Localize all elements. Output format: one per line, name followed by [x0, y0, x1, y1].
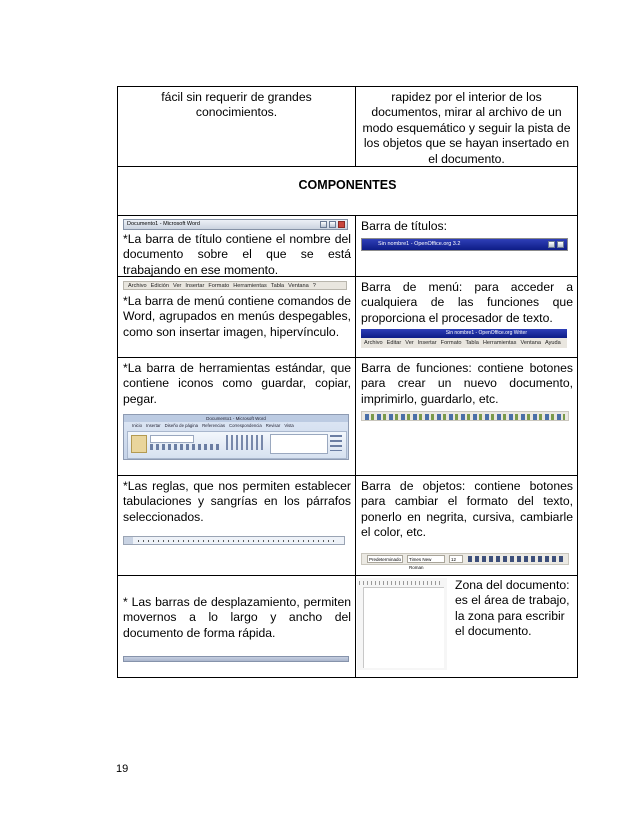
oo-menubar-image — [361, 338, 567, 348]
ribbon-tab: Revisar — [265, 423, 281, 428]
menu-item: Ver — [405, 340, 414, 346]
page-number: 19 — [116, 763, 129, 775]
menu-item: Formato — [440, 340, 462, 346]
ribbon-tab: Referencias — [202, 423, 225, 428]
cell-titlebar-label — [356, 216, 578, 277]
paste-icon — [131, 435, 147, 453]
ribbon-tabs — [124, 422, 348, 429]
menu-item: ? — [312, 283, 316, 289]
menu-item: Ver — [173, 283, 182, 289]
ruler-image — [123, 536, 345, 545]
ribbon-body — [127, 431, 347, 459]
word-menubar-image — [123, 281, 347, 290]
menu-item: Archivo — [364, 340, 383, 346]
word-ribbon-image — [123, 414, 349, 460]
document-area-text: Zona del documento: es el área de trabajo, la zona para escribir el documento. — [455, 578, 570, 639]
ribbon-title: Documento1 - Microsoft Word — [124, 415, 348, 422]
content-table — [117, 86, 578, 678]
top-right-text: rapidez por el interior de los documentos, mirar al archivo de un modo esquemático y seguir la pista de los objetos que se hayan insertado en el documento. — [362, 90, 571, 166]
menu-item: Herramientas — [482, 340, 517, 346]
format-buttons-icon — [150, 444, 220, 450]
cell-rulers-label — [356, 476, 578, 576]
section-title: COMPONENTES — [298, 178, 397, 192]
word-titlebar-title: Documento1 - Microsoft Word — [127, 221, 200, 227]
ribbon-tab: Correspondencia — [229, 423, 262, 428]
document-area-image — [357, 578, 447, 670]
menu-item: Tabla — [270, 283, 285, 289]
ribbon-tab: Inicio — [132, 423, 143, 428]
oo-functions-toolbar-image — [361, 411, 569, 421]
font-box-icon — [150, 435, 194, 443]
oo-objects-toolbar-image — [361, 553, 569, 570]
format-buttons-icon — [468, 556, 564, 562]
toolbar-desc-text: *La barra de herramientas estándar, que contiene iconos como guardar, copiar, pegar. — [123, 361, 351, 406]
titlebar-desc-text: *La barra de título contiene el nombre del documento sobre el que se está trabajando en ese momento. — [123, 232, 351, 277]
rulers-desc-text: *Las reglas, que nos permiten establecer tabulaciones y sangrías en los párrafos seleccionados. — [123, 479, 351, 524]
font-field: Times New Roman — [407, 555, 445, 563]
cell-document-area — [356, 576, 578, 678]
menu-item: Tabla — [465, 340, 479, 346]
menu-item: Archivo — [128, 283, 147, 289]
blank-page-icon — [363, 587, 444, 668]
menu-item: Insertar — [417, 340, 437, 346]
window-controls-icon — [319, 221, 346, 230]
menu-item: Editar — [386, 340, 402, 346]
oo-titlebar-title: Sin nombre1 - OpenOffice.org 3.2 — [378, 241, 461, 247]
style-field: Predeterminado — [369, 557, 402, 562]
menu-item: Insertar — [185, 283, 205, 289]
menu-item: Ventana — [288, 283, 309, 289]
editing-buttons-icon — [330, 435, 342, 451]
menubar-label-text: Barra de menú: para acceder a cualquiera de las funciones que proporciona el procesador de texto. — [361, 280, 573, 325]
toolbar-label-text: Barra de funciones: contiene botones para crear un nuevo documento, imprimirlo, guardarlo, etc. — [361, 361, 573, 406]
menu-item: Herramientas — [233, 283, 267, 289]
size-field: 12 — [449, 555, 463, 563]
function-buttons-icon — [365, 414, 565, 420]
cell-toolbar-label — [356, 358, 578, 476]
scrollbars-desc-text: * Las barras de desplazamiento, permiten movernos a lo largo y ancho del documento de forma rápida. — [123, 595, 351, 640]
cell-toolbar-desc — [118, 358, 356, 476]
word-titlebar-image — [123, 219, 348, 230]
ruler-ticks-icon — [138, 540, 338, 542]
cell-menubar-label — [356, 277, 578, 358]
ribbon-tab: Insertar — [146, 423, 161, 428]
scrollbar-image — [123, 656, 349, 662]
window-controls-icon — [547, 240, 565, 251]
oo-titlebar-image — [361, 238, 568, 251]
tab-selector-icon — [124, 537, 133, 544]
titlebar-label-text: Barra de títulos: — [361, 219, 448, 233]
ribbon-tab: Vista — [284, 423, 294, 428]
objects-label-text: Barra de objetos: contiene botones para cambiar el formato del texto, ponerlo en negrita, cursiva, cambiarle el color, etc. — [361, 479, 573, 540]
cell-scrollbars-desc — [118, 576, 356, 678]
ribbon-tab: Diseño de página — [164, 423, 199, 428]
cell-rulers-desc — [118, 476, 356, 576]
paragraph-buttons-icon — [226, 435, 266, 450]
cell-menubar-desc — [118, 277, 356, 358]
menubar-desc-text: *La barra de menú contiene comandos de Word, agrupados en menús despegables, como son insertar imagen, hipervínculo. — [123, 294, 351, 339]
styles-gallery-icon — [270, 434, 328, 454]
cell-titlebar-desc — [118, 216, 356, 277]
menu-item: Formato — [208, 283, 230, 289]
ruler-ticks-icon — [359, 581, 443, 585]
cell-top-left — [118, 87, 356, 167]
section-header-cell — [118, 167, 578, 216]
menu-item: Ayuda — [544, 340, 561, 346]
menu-item: Edición — [150, 283, 170, 289]
oo-menubar-title-image — [361, 329, 567, 338]
oo-menubar-title: Sin nombre1 - OpenOffice.org Writer — [445, 330, 527, 336]
cell-top-right — [356, 87, 578, 167]
top-left-text: fácil sin requerir de grandes conocimientos. — [161, 90, 312, 120]
menu-item: Ventana — [520, 340, 541, 346]
